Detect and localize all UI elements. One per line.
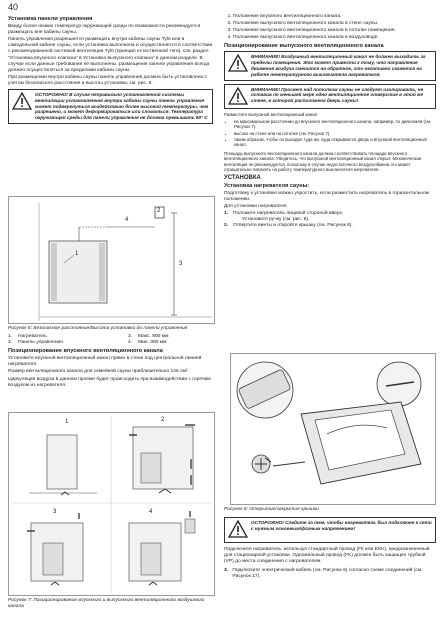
legend-number: 3. bbox=[128, 334, 133, 339]
figure-6-drawing bbox=[9, 197, 214, 323]
install-steps bbox=[224, 211, 436, 229]
right-column-lower bbox=[224, 507, 436, 580]
warning-triangle-icon bbox=[12, 92, 32, 121]
warning-text: ВНИМАНИЕ! Воздушный вентиляционный канал не должен выходить за пределы помещения. Это может привести к тому, что направление движения воздуха сменится на обратное, что негативно скажется на работе температурного выключателя нагревателя. bbox=[251, 54, 426, 77]
list-item: 4. Положение выпускного вентиляционного канала в воздуховоде. bbox=[233, 35, 436, 41]
warning-text: ОСТОРОЖНО! Следите за тем, чтобы нагреватель был подключен к сети с нужным основным/фазным напряжением! bbox=[251, 520, 432, 531]
fig7-label-2: 2 bbox=[161, 417, 165, 423]
connection-paragraph: Подключите нагреватель, используя стандартный провод (Fk или EKK), предназначенный для стационарной установки. Одножильный провод (FK) должен быть защищен трубкой (VP) до места соединения с нагревателем. bbox=[224, 546, 430, 564]
list-item: 2. Положение выпускного вентиляционного канала в стене сауны. bbox=[233, 21, 436, 27]
figure-8 bbox=[230, 353, 436, 505]
list-item: • таким образом, чтобы он выходил туда же, куда открывается дверь и впускной вентиляционный канал. bbox=[234, 137, 436, 148]
install-paragraph: Для установки нагревателя: bbox=[224, 203, 288, 209]
figure-8-drawing bbox=[231, 354, 435, 504]
figure-8-caption: Рисунок 8: Открытие/закрытие крышки bbox=[224, 507, 319, 512]
legend-number: 4. bbox=[128, 340, 133, 346]
warning-box bbox=[224, 517, 436, 543]
figure-6 bbox=[8, 196, 215, 324]
figure-6-legend bbox=[8, 334, 213, 346]
left-column bbox=[8, 14, 213, 124]
intro-paragraph: При размещении внутри кабины сауны панель управления должна быть установлена с учетом безопасного расстояния и высоты установки, см. рис. 6. bbox=[8, 74, 207, 86]
warning-box bbox=[8, 89, 213, 124]
list-item: 1. Положение впускного вентиляционного канала. bbox=[233, 14, 436, 20]
figure-6-caption: Рисунок 6: Безопасное расстояние/Высота установки до панели управления bbox=[8, 326, 188, 331]
warning-text: ОСТОРОЖНО! В случае неправильно установленной системы вентиляции установленная внутри кабины сауны панель управления может подвергнуться воздействию более высокой температуры, чем разрешено, и может деформироваться или сломаться. Температура окружающей среды для панели управления не должна превышать 80° C bbox=[35, 92, 209, 121]
step-number: 2. bbox=[224, 223, 229, 229]
install-paragraph: Подготовку к установке можно упростить, если разместить нагреватель в горизонтальном положении. bbox=[224, 190, 430, 202]
warning-box bbox=[224, 84, 436, 110]
left-column-lower bbox=[8, 326, 213, 390]
heading-outlet: Позиционирование выпускного вентиляционного канала bbox=[224, 43, 384, 50]
fig6-label-2: 2 bbox=[157, 208, 161, 214]
inlet-paragraph: Размер вентиляционного канала для семейной сауны приблизительно 125 см². bbox=[8, 369, 189, 375]
right-column bbox=[224, 14, 436, 229]
heading-control-panel: Установка панели управления bbox=[8, 16, 93, 22]
list-item: 3. Положение выпускного вентиляционного канала в потолке помещения. bbox=[233, 28, 436, 34]
list-item: • высоко на стене или на потолке (см. Рисунок 7). bbox=[234, 131, 436, 136]
heading-installation: УСТАНОВКА bbox=[224, 174, 261, 181]
fig7-label-3: 3 bbox=[53, 509, 57, 515]
figure-7-caption: Рисунок 7: Позиционирование впускного и выпускного вентиляционного воздушного канала bbox=[8, 598, 205, 609]
intro-paragraph: Панель управления разрешается размещать внутри кабины сауны Tylö или в самодельной кабине сауны, если установка выполнена и осуществляется в соответствии с рекомендованной системой вентиляции Tylö (принцип естественной тяги). См. раздел “Установка впускного клапана” в Установка выпускного клапана” в данном разделе. В случае если данные требования не выполнены, размещение панели управления всегда должно осуществляться за пределами кабины сауны. bbox=[8, 37, 213, 73]
step-text: Положите нагреватель лицевой стороной вверх. bbox=[233, 210, 344, 216]
legend-text: Мин. 300 мм bbox=[138, 340, 167, 346]
step-number: 3. bbox=[224, 568, 229, 574]
figure-7-drawing bbox=[9, 413, 214, 595]
intro-paragraph: Ввиду более низких температур окружающей среды по возможности рекомендуется размещать вне кабины сауны. bbox=[8, 24, 201, 36]
inlet-paragraph: Установите впускной вентиляционный канал прямо в стене под центральной линией нагревателя. bbox=[8, 356, 202, 368]
outlet-intro: Разместите выпускной вентиляционный канал bbox=[224, 112, 318, 118]
fig6-label-1: 1 bbox=[75, 251, 79, 257]
step-text: Подключите электрический кабель (см. Рисунок 9) согласно схеме соединений (см. Рисунок 17). bbox=[232, 568, 423, 580]
step-text: Отвертите винты и откройте крышку (см. Рисунок 8). bbox=[233, 223, 353, 229]
step-number: 1. bbox=[224, 210, 229, 216]
warning-triangle-icon bbox=[228, 520, 248, 540]
warning-box bbox=[224, 51, 436, 80]
step-subtext: Установите ручку (см. рис. 8). bbox=[242, 217, 310, 223]
vent-position-list bbox=[224, 14, 436, 41]
list-item: • на максимальном расстоянии до впускного вентиляционного канала, например, по диагонали (см. Рисунок 7). bbox=[234, 119, 436, 130]
fig7-label-1: 1 bbox=[65, 419, 69, 425]
fig7-label-4: 4 bbox=[149, 509, 153, 515]
heading-inlet: Позиционирование впускного вентиляционного канала bbox=[8, 348, 163, 355]
legend-number: 1. bbox=[8, 334, 13, 339]
install-step-3 bbox=[224, 568, 436, 580]
heading-heater-installation: Установка нагревателя сауны: bbox=[224, 182, 310, 189]
warning-text: ВНИМАНИЕ! Просвет над потолком сауны не следует изолировать, не оставив по меньшей мере одно вентиляционное отверстие в этой же стене, в которой расположена дверь сауны! bbox=[251, 86, 424, 104]
outlet-paragraph: Площадь выпускного вентиляционного канала должна соответствовать площади впускного вентиляционного канала. Убедитесь, что выпускной вентиляционный канал открыт. Механическая вентиляция не рекомендуется, поскольку в случае недостаточного воздухообмена это может отрицательно повлиять на работу температурного выключателя нагревателя. bbox=[224, 150, 422, 173]
warning-triangle-icon bbox=[228, 54, 248, 77]
page-number: 40 bbox=[8, 2, 19, 12]
legend-number: 2. bbox=[8, 340, 13, 346]
warning-triangle-icon bbox=[228, 87, 248, 107]
outlet-bullets bbox=[224, 119, 436, 148]
legend-text: Панель управления bbox=[18, 340, 63, 346]
inlet-paragraph: Циркуляция воздуха в данном проеме будет происходить при взаимодействии с горячим воздухом из нагревателя. bbox=[8, 376, 211, 388]
fig6-label-3: 3 bbox=[179, 261, 183, 267]
legend-text: Нагреватель bbox=[18, 334, 47, 339]
legend-text: Макс. 800 мм bbox=[138, 334, 169, 339]
fig6-label-4: 4 bbox=[125, 217, 129, 223]
figure-7 bbox=[8, 412, 215, 596]
